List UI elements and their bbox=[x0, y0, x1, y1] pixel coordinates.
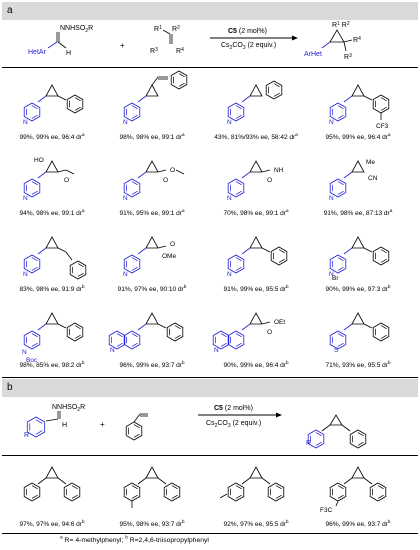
aryl-ring bbox=[124, 483, 140, 501]
svg-text:R2: $R^2$ bbox=[172, 25, 180, 33]
cyclopropane-ring bbox=[250, 161, 262, 172]
cf3-label: CF3 bbox=[376, 123, 389, 130]
phenyl-ring bbox=[370, 483, 386, 501]
cyclopropane-ring bbox=[250, 85, 262, 96]
products-grid-a bbox=[0, 68, 420, 378]
svg-text:R3: $R^3$ bbox=[344, 53, 352, 61]
product-yield-caption: 91%, 99% ee, 95:5 $dr^b$ bbox=[223, 284, 289, 293]
product-yield-caption: 98%, 85% ee, 98:2 $dr^b$ bbox=[19, 360, 85, 369]
product-yield-caption: 92%, 97% ee, 95:5 $dr^b$ bbox=[223, 519, 289, 528]
svg-text:H: H bbox=[62, 422, 68, 429]
product-yield-caption: 94%, 98% ee, 99:1 $dr^a$ bbox=[19, 208, 85, 217]
nitrogen-label: N bbox=[227, 119, 232, 126]
product-yield-caption: 95%, 99% ee, 96:4 $dr^a$ bbox=[325, 132, 391, 141]
nitrogen-label: N bbox=[22, 349, 27, 356]
phenyl-ring bbox=[350, 430, 366, 448]
bromo-label: Br bbox=[332, 275, 339, 282]
product-yield-caption: 43%, 81%/93% ee, 58:42 $dr^a$ bbox=[214, 132, 298, 141]
reagent-label: $NNHSO_2R$ bbox=[60, 25, 94, 34]
hydroxy-label: HO bbox=[34, 157, 44, 164]
cyclopropane-ring bbox=[146, 467, 158, 478]
product-structure bbox=[109, 313, 183, 354]
cyclopropane-ring bbox=[146, 313, 158, 324]
product-yield-caption: 99%, 99% ee, 96:4 $dr^a$ bbox=[19, 132, 85, 141]
nitrile-label: CN bbox=[368, 175, 378, 182]
product-yield-caption: 96%, 99% ee, 93:7 $dr^b$ bbox=[119, 360, 185, 369]
aryl-ring bbox=[228, 483, 244, 501]
nitrogen-label: N bbox=[110, 347, 115, 354]
oxygen-label: O bbox=[267, 177, 273, 184]
cyclopropane-ring bbox=[352, 85, 364, 96]
methyl-label: Me bbox=[366, 159, 376, 166]
svg-text:R4: $R^4$ bbox=[176, 47, 184, 55]
oxygen-label: O bbox=[170, 241, 176, 248]
product-structure bbox=[220, 467, 284, 501]
product-structure bbox=[124, 467, 180, 508]
oxygen-label: O bbox=[170, 167, 176, 174]
phenyl-ring bbox=[67, 95, 83, 113]
cyclopropane-ring bbox=[352, 313, 364, 324]
product-yield-caption: 90%, 99% ee, 96:4 $dr^b$ bbox=[223, 360, 289, 369]
product-structure bbox=[123, 237, 176, 278]
nitrogen-label: N bbox=[329, 119, 334, 126]
phenyl-ring bbox=[373, 247, 389, 265]
ethoxy-label: OEt bbox=[274, 319, 286, 326]
hydrazone-reagent-b bbox=[24, 404, 85, 439]
reaction-scheme-b bbox=[0, 397, 420, 455]
nitrogen-label: N bbox=[123, 119, 128, 126]
amine-label: NH bbox=[274, 167, 284, 174]
phenyl-ring bbox=[67, 323, 83, 341]
reaction-arrow-a bbox=[210, 28, 298, 51]
phenyl-ring bbox=[64, 483, 80, 501]
h-label: H bbox=[66, 50, 72, 57]
phenyl-ring bbox=[271, 247, 287, 265]
svg-text:ArHet: ArHet bbox=[304, 51, 322, 58]
svg-text:Cs2CO3 (2 equiv.): $Cs_2CO_3$ (2 equiv.) bbox=[221, 42, 277, 51]
divider-a2 bbox=[2, 377, 418, 378]
boc-label: Boc bbox=[26, 357, 38, 364]
cyclopropane-ring bbox=[46, 313, 58, 324]
svg-text:C5 (2 mol%): C5 (2 mol%) bbox=[214, 405, 253, 412]
product-structure bbox=[123, 71, 187, 126]
product-structure bbox=[23, 85, 83, 126]
cyclopropane-ring bbox=[146, 161, 158, 172]
nitrogen-label: N bbox=[23, 119, 28, 126]
phenyl-ring bbox=[171, 71, 187, 89]
nitrogen-label: N bbox=[227, 271, 232, 278]
alkene-reagent bbox=[150, 25, 184, 55]
cyclopropane-ring bbox=[250, 237, 262, 248]
product-structure bbox=[22, 313, 83, 364]
product-structure bbox=[320, 467, 386, 514]
svg-text:R1: $R^1$ bbox=[154, 25, 162, 33]
cyclopropane-ring bbox=[352, 161, 364, 172]
cyclopropane-ring bbox=[352, 467, 364, 478]
reaction-arrow-b bbox=[198, 405, 282, 429]
oxygen-label: O bbox=[163, 177, 169, 184]
product-yield-caption: 96%, 99% ee, 93:7 $dr^b$ bbox=[325, 519, 391, 528]
nitrogen-label: N bbox=[214, 347, 219, 354]
product-structure bbox=[329, 85, 389, 130]
aryl-ring bbox=[330, 483, 346, 501]
product-structure bbox=[227, 81, 282, 126]
product-structure bbox=[213, 313, 285, 354]
oxygen-label: O bbox=[267, 329, 273, 336]
hetar-label: HetAr bbox=[28, 49, 46, 56]
product-yield-caption: 91%, 97% ee, 90:10 $dr^b$ bbox=[117, 284, 187, 293]
product-yield-caption: 70%, 98% ee, 99:1 $dr^a$ bbox=[223, 208, 289, 217]
cyclopropane-ring bbox=[352, 237, 364, 248]
svg-text:R1 R2: $R^1$ $R^2$ bbox=[332, 21, 350, 29]
nitrogen-label: N bbox=[227, 195, 232, 202]
product-yield-caption: 90%, 99% ee, 97:3 $dr^b$ bbox=[325, 284, 391, 293]
aryl-ring-product bbox=[308, 430, 324, 448]
nitrogen-label: N bbox=[23, 271, 28, 278]
cyclopropane-ring bbox=[330, 415, 342, 425]
nitrogen-label: N bbox=[23, 195, 28, 202]
phenyl-ring bbox=[268, 483, 284, 501]
product-yield-caption: 71%, 93% ee, 95:5 $dr^b$ bbox=[325, 360, 391, 369]
svg-text:NNHSO2R: $NNHSO_2R$ bbox=[52, 404, 86, 413]
oxygen-label: O bbox=[64, 177, 70, 184]
section-a-header bbox=[2, 2, 418, 20]
cyclopropane-product bbox=[304, 21, 361, 61]
section-a-label: a bbox=[7, 5, 13, 16]
cyclopropane-ring bbox=[46, 237, 58, 248]
product-yield-caption: 95%, 98% ee, 93:7 $dr^b$ bbox=[119, 519, 185, 528]
product-structure bbox=[23, 237, 86, 279]
svg-text:C5 (2 mol%): C5 (2 mol%) bbox=[228, 28, 267, 35]
footnote: $^a$ R= 4-methylphenyl; $^b$ R=2,4,6-triisopropylphenyl bbox=[60, 535, 209, 544]
section-b-header bbox=[2, 379, 418, 397]
product-structure bbox=[227, 161, 284, 202]
heteroaryl-ring bbox=[124, 331, 140, 349]
cyclopropane-ring bbox=[250, 313, 262, 324]
phenyl-ring bbox=[164, 483, 180, 501]
divider-b2 bbox=[2, 533, 418, 534]
product-structure bbox=[24, 467, 80, 501]
product-yield-caption: 91%, 95% ee, 99:1 $dr^a$ bbox=[119, 208, 185, 217]
indane-ring bbox=[266, 81, 282, 99]
aryl-ring bbox=[373, 95, 389, 113]
heteroaryl-ring bbox=[228, 331, 244, 349]
heteroaryl-ring bbox=[24, 331, 40, 349]
reaction-scheme-a bbox=[0, 20, 420, 66]
hydrazone-reagent bbox=[28, 25, 93, 57]
plus-sign: + bbox=[120, 41, 125, 50]
nitrogen-label: N bbox=[329, 271, 334, 278]
product-yield-caption: 98%, 98% ee, 99:1 $dr^a$ bbox=[119, 132, 185, 141]
svg-text:Cs2CO3 (2 equiv.): $Cs_2CO_3$ (2 equiv.) bbox=[206, 420, 262, 429]
r-label-product: R bbox=[306, 440, 312, 447]
product-structure bbox=[23, 157, 74, 202]
cyclopropane-ring bbox=[46, 467, 58, 478]
cyclopropane-ring bbox=[146, 237, 158, 248]
cyclopropane-ring bbox=[46, 85, 58, 96]
nitrogen-label: N bbox=[123, 271, 128, 278]
cyclopropane-ring bbox=[46, 161, 58, 172]
plus-sign-b: + bbox=[100, 420, 105, 429]
r-label: R bbox=[24, 432, 30, 439]
product-yield-caption: 83%, 98% ee, 91:9 $dr^b$ bbox=[19, 284, 85, 293]
nitrogen-label: N bbox=[123, 195, 128, 202]
styrene-ring bbox=[126, 422, 142, 440]
aryl-ring bbox=[24, 483, 40, 501]
sulfur-label: S bbox=[334, 347, 339, 354]
svg-text:R3: $R^3$ bbox=[150, 47, 158, 55]
cyclopropane-ring bbox=[146, 85, 158, 96]
product-structure bbox=[329, 237, 389, 282]
methoxy-label: OMe bbox=[162, 253, 177, 260]
section-b-label: b bbox=[7, 382, 13, 393]
phenyl-ring bbox=[373, 323, 389, 341]
svg-text:R4: $R^4$ bbox=[353, 36, 361, 44]
product-yield-caption: 97%, 97% ee, 94:6 $dr^b$ bbox=[19, 519, 85, 528]
cyclopropane-ring bbox=[250, 467, 262, 478]
product-structure bbox=[329, 159, 378, 202]
phenyl-ring bbox=[70, 261, 86, 279]
products-grid-b bbox=[0, 456, 420, 516]
trifluoromethyl-label: F3C bbox=[320, 507, 333, 514]
aryl-ring-reagent bbox=[27, 417, 44, 437]
product-yield-caption: 91%, 98% ee, 87:13 $dr^a$ bbox=[323, 208, 393, 217]
phenyl-ring bbox=[167, 323, 183, 341]
product-structure bbox=[123, 161, 184, 202]
product-structure bbox=[227, 237, 287, 278]
nitrogen-label: N bbox=[329, 195, 334, 202]
product-structure bbox=[330, 313, 389, 354]
